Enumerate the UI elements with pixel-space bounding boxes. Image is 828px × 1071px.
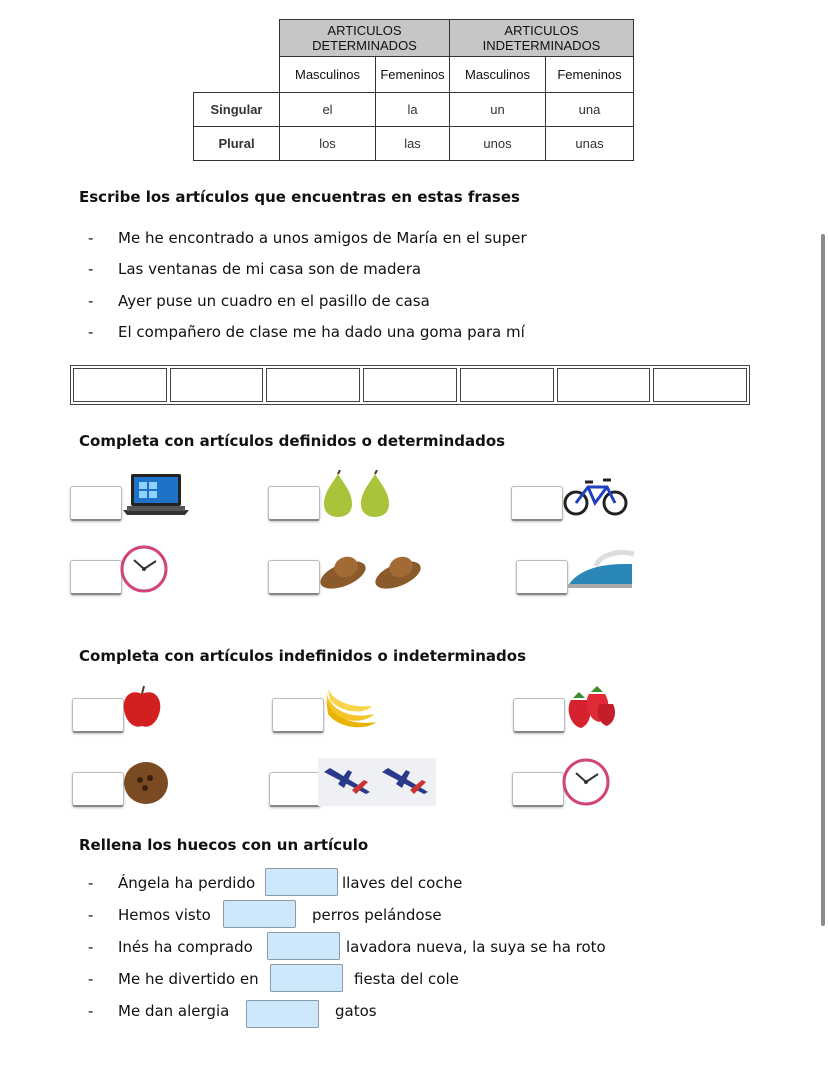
blank-iron[interactable] xyxy=(516,560,568,595)
section1-heading: Escribe los artículos que encuentras en estas frases xyxy=(79,188,520,206)
table-cell: una xyxy=(546,93,634,127)
airplanes-icon xyxy=(318,758,436,806)
coconut-icon xyxy=(122,760,170,806)
sentence-after: perros pelándose xyxy=(312,906,442,924)
blank-clock[interactable] xyxy=(70,560,122,595)
pears-icon xyxy=(320,470,396,518)
iron-icon xyxy=(566,550,636,590)
subheader-cell: Femeninos xyxy=(376,57,450,93)
sentence-before: Ángela ha perdido xyxy=(118,874,256,892)
gap-input-3[interactable] xyxy=(267,932,340,960)
subheader-cell: Masculinos xyxy=(280,57,376,93)
dash: - xyxy=(88,970,94,988)
section4-heading: Rellena los huecos con un artículo xyxy=(79,836,369,854)
row-label: Singular xyxy=(194,93,280,127)
table-cell: unas xyxy=(546,127,634,161)
dash: - xyxy=(88,260,94,279)
header-line: ARTICULOS xyxy=(504,23,579,38)
table-corner xyxy=(194,20,280,57)
blank-pears[interactable] xyxy=(268,486,320,521)
clock-icon xyxy=(120,545,168,593)
dash: - xyxy=(88,874,94,892)
blank-clock-2[interactable] xyxy=(512,772,564,807)
blank-laptop[interactable] xyxy=(70,486,122,521)
subheader-cell: Femeninos xyxy=(546,57,634,93)
blank-coconut[interactable] xyxy=(72,772,124,807)
answer-box-1[interactable] xyxy=(73,368,167,402)
answer-box-6[interactable] xyxy=(557,368,651,402)
sentence-text: El compañero de clase me ha dado una goma para mí xyxy=(118,322,525,341)
sentence-before: Me dan alergia xyxy=(118,1002,230,1020)
dash: - xyxy=(88,906,94,924)
table-corner xyxy=(194,57,280,93)
blank-bananas[interactable] xyxy=(272,698,324,733)
sentence-list xyxy=(88,226,527,351)
blank-bicycle[interactable] xyxy=(511,486,563,521)
blank-hats[interactable] xyxy=(268,560,320,595)
sentence-text: Ayer puse un cuadro en el pasillo de casa xyxy=(118,291,430,310)
table-row xyxy=(194,127,634,161)
clock-icon xyxy=(562,758,610,806)
subheader-cell: Masculinos xyxy=(450,57,546,93)
section2-heading: Completa con artículos definidos o determindados xyxy=(79,432,506,450)
articles-table xyxy=(193,19,634,161)
list-item xyxy=(88,226,527,257)
table-cell: las xyxy=(376,127,450,161)
strawberries-icon xyxy=(563,684,619,730)
gap-input-1[interactable] xyxy=(265,868,338,896)
header-determinados xyxy=(280,20,450,57)
apple-icon xyxy=(122,684,162,730)
sentence-text: Me he encontrado a unos amigos de María en el super xyxy=(118,229,527,247)
gap-input-5[interactable] xyxy=(246,1000,319,1028)
gap-input-2[interactable] xyxy=(223,900,296,928)
bicycle-icon xyxy=(563,476,629,518)
sentence-text: Las ventanas de mi casa son de madera xyxy=(118,260,422,279)
sentence-after: gatos xyxy=(335,1002,377,1020)
sentence-after: fiesta del cole xyxy=(354,970,459,988)
blank-airplanes[interactable] xyxy=(269,772,321,807)
table-row xyxy=(194,93,634,127)
answer-box-5[interactable] xyxy=(460,368,554,402)
answer-box-2[interactable] xyxy=(170,368,264,402)
section3-heading: Completa con artículos indefinidos o indeterminados xyxy=(79,647,527,665)
answer-box-3[interactable] xyxy=(266,368,360,402)
bananas-icon xyxy=(322,686,378,730)
list-item xyxy=(88,320,527,351)
dash: - xyxy=(88,291,94,310)
header-indeterminados xyxy=(450,20,634,57)
blank-apple[interactable] xyxy=(72,698,124,733)
scrollbar[interactable] xyxy=(821,234,825,926)
list-item xyxy=(88,257,527,288)
dash: - xyxy=(88,322,94,341)
table-cell: un xyxy=(450,93,546,127)
header-line: DETERMINADOS xyxy=(312,38,417,53)
table-cell: los xyxy=(280,127,376,161)
laptop-icon xyxy=(121,474,191,516)
answer-box-7[interactable] xyxy=(653,368,747,402)
hats-icon xyxy=(318,545,424,593)
table-cell: la xyxy=(376,93,450,127)
table-cell: el xyxy=(280,93,376,127)
row-label: Plural xyxy=(194,127,280,161)
sentence-after: lavadora nueva, la suya se ha roto xyxy=(346,938,606,956)
gap-input-4[interactable] xyxy=(270,964,343,992)
answer-strip xyxy=(70,365,750,405)
sentence-after: llaves del coche xyxy=(342,874,463,892)
sentence-before: Me he divertido en xyxy=(118,970,259,988)
dash: - xyxy=(88,1002,94,1020)
header-line: ARTICULOS xyxy=(327,23,402,38)
dash: - xyxy=(88,229,94,247)
answer-box-4[interactable] xyxy=(363,368,457,402)
table-cell: unos xyxy=(450,127,546,161)
sentence-before: Hemos visto xyxy=(118,906,211,924)
sentence-before: Inés ha comprado xyxy=(118,938,253,956)
list-item xyxy=(88,289,527,320)
dash: - xyxy=(88,938,94,956)
header-line: INDETERMINADOS xyxy=(482,38,601,53)
blank-strawberries[interactable] xyxy=(513,698,565,733)
